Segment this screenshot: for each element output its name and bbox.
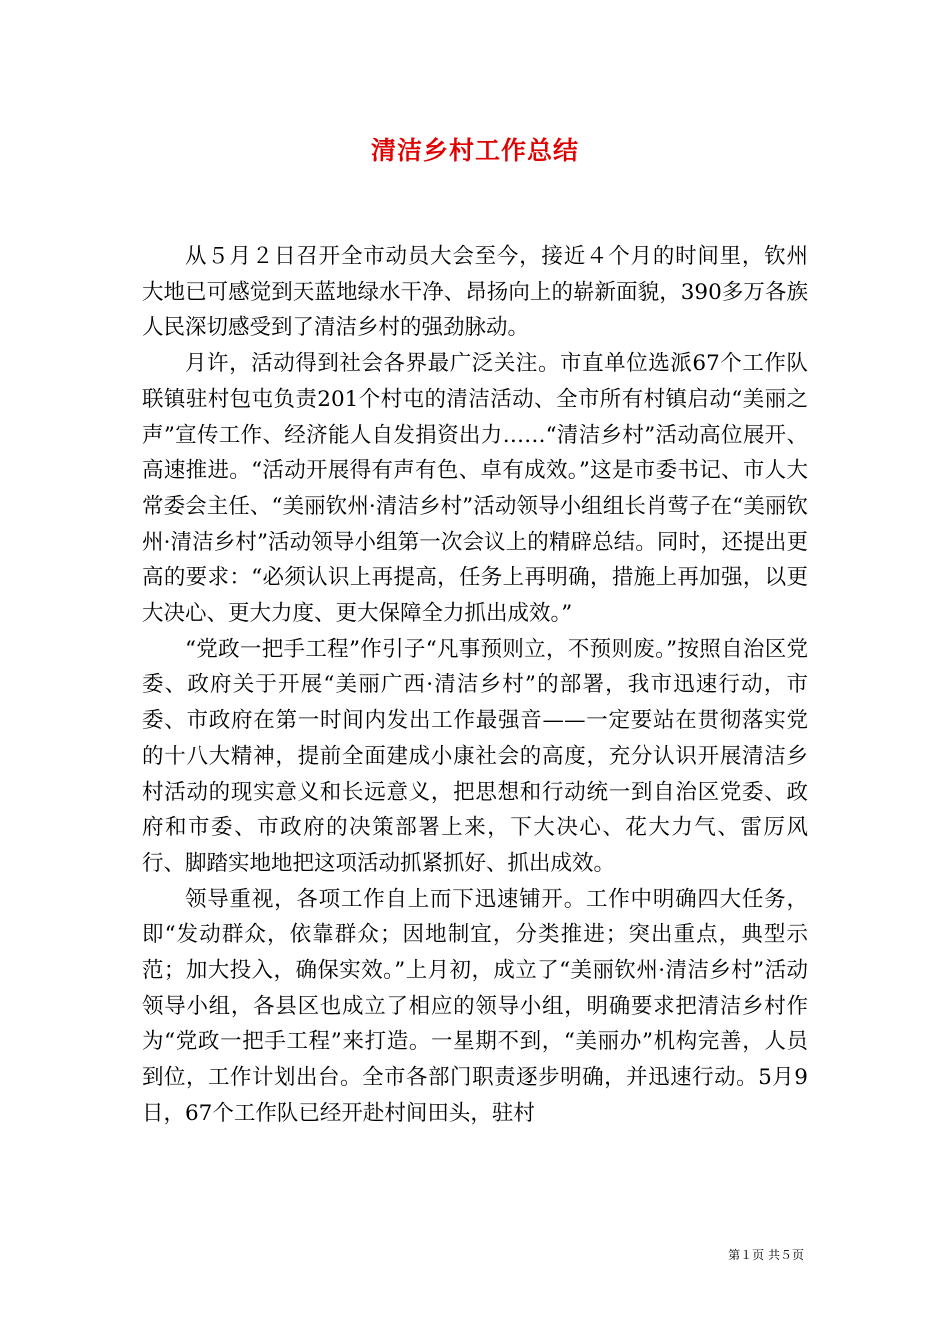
paragraph-4: 领导重视，各项工作自上而下迅速铺开。工作中明确四大任务，即“发动群众，依靠群众；因地制宜，分类推进；突出重点，典型示范；加大投入，确保实效。”上月初，成立了“美丽钦州·清洁乡村”活动领导小组，各县区也成立了相应的领导小组，明确要求把清洁乡村作为“党政一把手工程”来打造。一星期不到，“美丽办”机构完善，人员到位，工作计划出台。全市各部门职责逐步明确，并迅速行动。5月9日，67个工作队已经开赴村间田头，驻村 <box>142 886 808 1126</box>
document-body <box>142 239 808 1132</box>
paragraph-1: 从５月２日召开全市动员大会至今，接近４个月的时间里，钦州大地已可感觉到天蓝地绿水干净、昂扬向上的崭新面貌，390多万各族人民深切感受到了清洁乡村的强劲脉动。 <box>142 244 808 341</box>
page-number-footer: 第１页 共５页 <box>728 1248 804 1262</box>
paragraph-2: 月许，活动得到社会各界最广泛关注。市直单位选派67个工作队联镇驻村包屯负责201个村屯的清洁活动、全市所有村镇启动“美丽之声”宣传工作、经济能人自发捐资出力……“清洁乡村”活动高位展开、高速推进。“活动开展得有声有色、卓有成效。”这是市委书记、市人大常委会主任、“美丽钦州·清洁乡村”活动领导小组组长肖莺子在“美丽钦州·清洁乡村”活动领导小组第一次会议上的精辟总结。同时，还提出更高的要求：“必须认识上再提高，任务上再明确，措施上再加强，以更大决心、更大力度、更大保障全力抓出成效。” <box>142 351 808 627</box>
paragraph-3: “党政一把手工程”作引子“凡事预则立，不预则废。”按照自治区党委、政府关于开展“美丽广西·清洁乡村”的部署，我市迅速行动，市委、市政府在第一时间内发出工作最强音——一定要站在贯彻落实党的十八大精神，提前全面建成小康社会的高度，充分认识开展清洁乡村活动的现实意义和长远意义，把思想和行动统一到自治区党委、政府和市委、市政府的决策部署上来，下大决心、花大力气、雷厉风行、脚踏实地地把这项活动抓紧抓好、抓出成效。 <box>142 636 808 876</box>
document-title: 清洁乡村工作总结 <box>370 136 579 165</box>
